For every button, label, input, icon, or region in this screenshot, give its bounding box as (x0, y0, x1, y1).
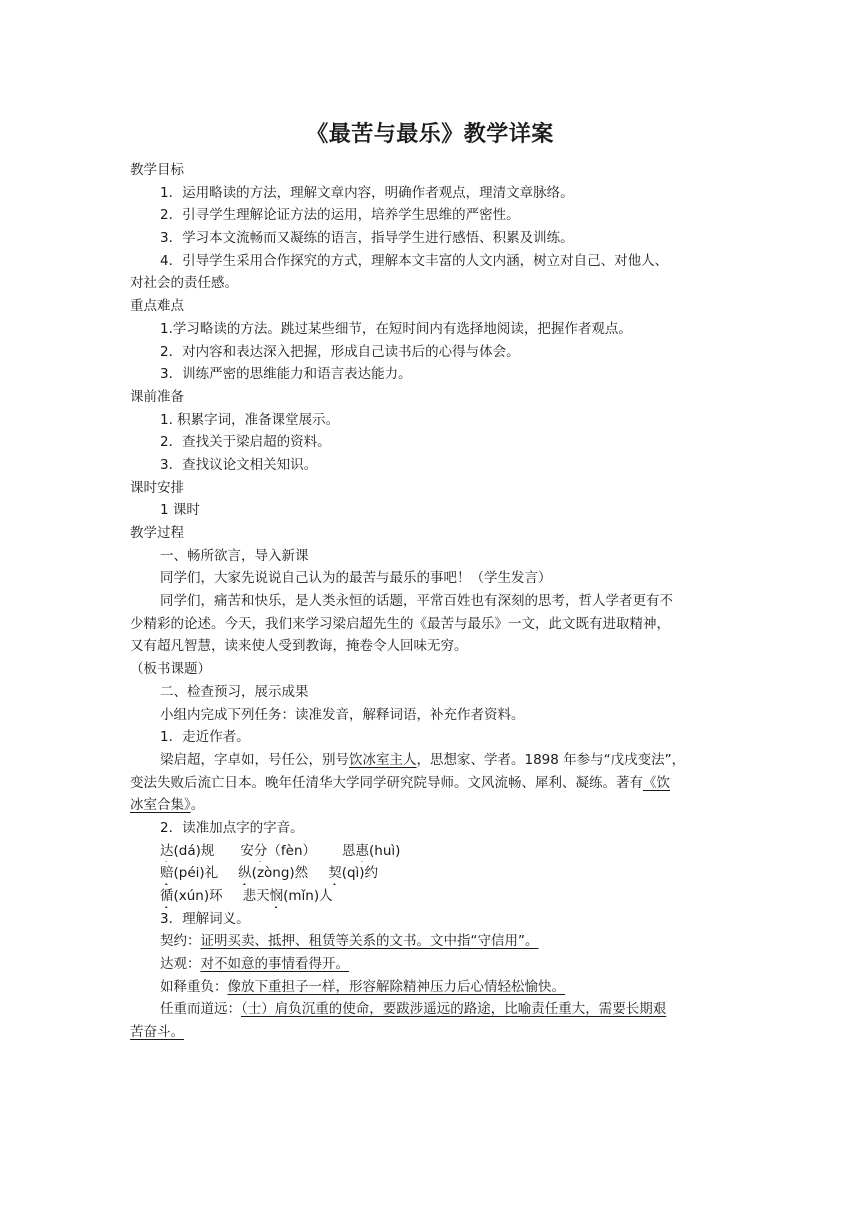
author-text: ，思想家、学者。1898 年参与“戊戌变法”， (416, 751, 686, 768)
board-note: （板书课题） (130, 661, 211, 678)
process-part-1: 一、畅所欲言，导入新课 (160, 547, 309, 564)
section-heading-keypoints: 重点难点 (130, 298, 184, 315)
author-book: 《饮 (643, 774, 670, 791)
definition-term: 契约： (160, 933, 201, 950)
word-prefix: 安 (240, 842, 254, 859)
definition-meaning: 对不如意的事情看得开。 (200, 956, 349, 973)
objective-item: 1．运用略读的方法，理解文章内容，明确作者观点，理清文章脉络。 (160, 184, 574, 201)
pinyin: (mǐn)人 (283, 888, 333, 904)
dotted-char: 契 (328, 865, 342, 882)
subsection-author: 1．走近作者。 (160, 729, 250, 746)
author-text: 梁启超，字卓如，号任公，别号 (160, 751, 349, 768)
author-text: 。 (190, 797, 205, 814)
definition-meaning: 证明买卖、抵押、租赁等关系的文书。文中指“守信用”。 (200, 933, 539, 950)
dotted-char: 纵 (238, 865, 252, 882)
pronunciation-row (130, 885, 734, 908)
section-heading-prep: 课前准备 (130, 388, 184, 405)
definition-meaning: 像放下重担子一样，形容解除精神压力后心情轻松愉快。 (227, 978, 565, 995)
paragraph-cont: 又有超凡智慧，读来使人受到教诲，掩卷令人回味无穷。 (130, 638, 468, 655)
pinyin: (qì)约 (341, 865, 379, 882)
pinyin: (dá)规 (173, 842, 215, 859)
document-body (130, 159, 734, 1044)
dotted-char: 达 (160, 842, 174, 859)
author-bio-line (130, 772, 734, 795)
keypoint-item: 2．对内容和表达深入把握，形成自己读书后的心得与体会。 (160, 343, 520, 360)
pinyin: （fèn） (267, 842, 317, 859)
keypoint-item: 1.学习略读的方法。跳过某些细节，在短时间内有选择地阅读，把握作者观点。 (160, 320, 632, 337)
objective-item-cont: 对社会的责任感。 (130, 275, 238, 292)
prep-item: 2．查找关于梁启超的资料。 (160, 434, 331, 451)
section-heading-process: 教学过程 (130, 525, 184, 541)
definition-row (130, 998, 734, 1021)
document-title: 《最苦与最乐》教学详案 (306, 122, 554, 147)
pronunciation-row (130, 840, 734, 863)
definition-term: 达观： (160, 956, 201, 973)
objective-item: 4．引导学生采用合作探究的方式，理解本文丰富的人文内涵，树立对自己、对他人、 (160, 252, 669, 269)
dotted-char: 赔 (160, 865, 174, 882)
section-heading-objectives: 教学目标 (130, 162, 184, 178)
pinyin: (xún)环 (173, 888, 223, 904)
dotted-char: 循 (160, 888, 174, 904)
definition-meaning: （士）肩负沉重的使命，要跋涉遥远的路途，比喻责任重大，需要长期艰 (241, 1001, 667, 1018)
author-bio-line (130, 749, 734, 772)
definition-row (130, 976, 734, 999)
definition-row (130, 953, 734, 976)
author-alias: 饮冰室主人 (349, 751, 417, 768)
paragraph: 同学们，大家先说说自己认为的最苦与最乐的事吧！（学生发言） (160, 570, 552, 587)
pinyin: (zòng)然 (251, 865, 309, 882)
paragraph-cont: 少精彩的论述。今天，我们来学习梁启超先生的《最苦与最乐》一文，此文既有进取精神， (130, 615, 670, 632)
pinyin: (huì) (369, 842, 401, 859)
dotted-char: 分 (253, 842, 268, 859)
objective-item: 2．引寻学生理解论证方法的运用，培养学生思维的严密性。 (160, 207, 520, 224)
author-bio-line (130, 794, 734, 817)
definition-row (130, 930, 734, 953)
subsection-definitions: 3．理解词义。 (160, 910, 250, 927)
pinyin: (péi)礼 (173, 865, 219, 882)
process-part-2: 二、检查预习，展示成果 (160, 683, 309, 700)
definition-term: 如释重负： (160, 978, 228, 995)
schedule-value: 1 课时 (160, 502, 200, 519)
prep-item: 3．查找议论文相关知识。 (160, 456, 318, 473)
paragraph: 同学们，痛苦和快乐，是人类永恒的话题，平常百姓也有深刻的思考，哲人学者更有不 (160, 593, 673, 610)
keypoint-item: 3．训练严密的思维能力和语言表达能力。 (160, 366, 412, 383)
subsection-pronunciation: 2．读准加点字的字音。 (160, 819, 304, 836)
pronunciation-row (130, 862, 734, 885)
dotted-char: 悯 (269, 888, 284, 904)
task-line: 小组内完成下列任务：读准发音，解释词语，补充作者资料。 (160, 706, 525, 723)
definition-meaning: 苦奋斗。 (130, 1024, 184, 1041)
author-text: 变法失败后流亡日本。晚年任清华大学同学研究院导师。文风流畅、犀利、凝练。著有 (130, 774, 643, 791)
author-book: 冰室合集》 (130, 797, 191, 814)
dotted-char: 惠 (355, 842, 370, 859)
word-prefix: 恩 (342, 842, 356, 859)
section-heading-schedule: 课时安排 (130, 479, 184, 496)
definition-row-cont (130, 1021, 734, 1044)
word-prefix: 悲天 (242, 888, 270, 904)
definition-term: 任重而道远： (160, 1001, 241, 1018)
prep-item: 1. 积累字词，准备课堂展示。 (160, 411, 340, 428)
objective-item: 3．学习本文流畅而又凝练的语言，指导学生进行感悟、积累及训练。 (160, 230, 574, 247)
